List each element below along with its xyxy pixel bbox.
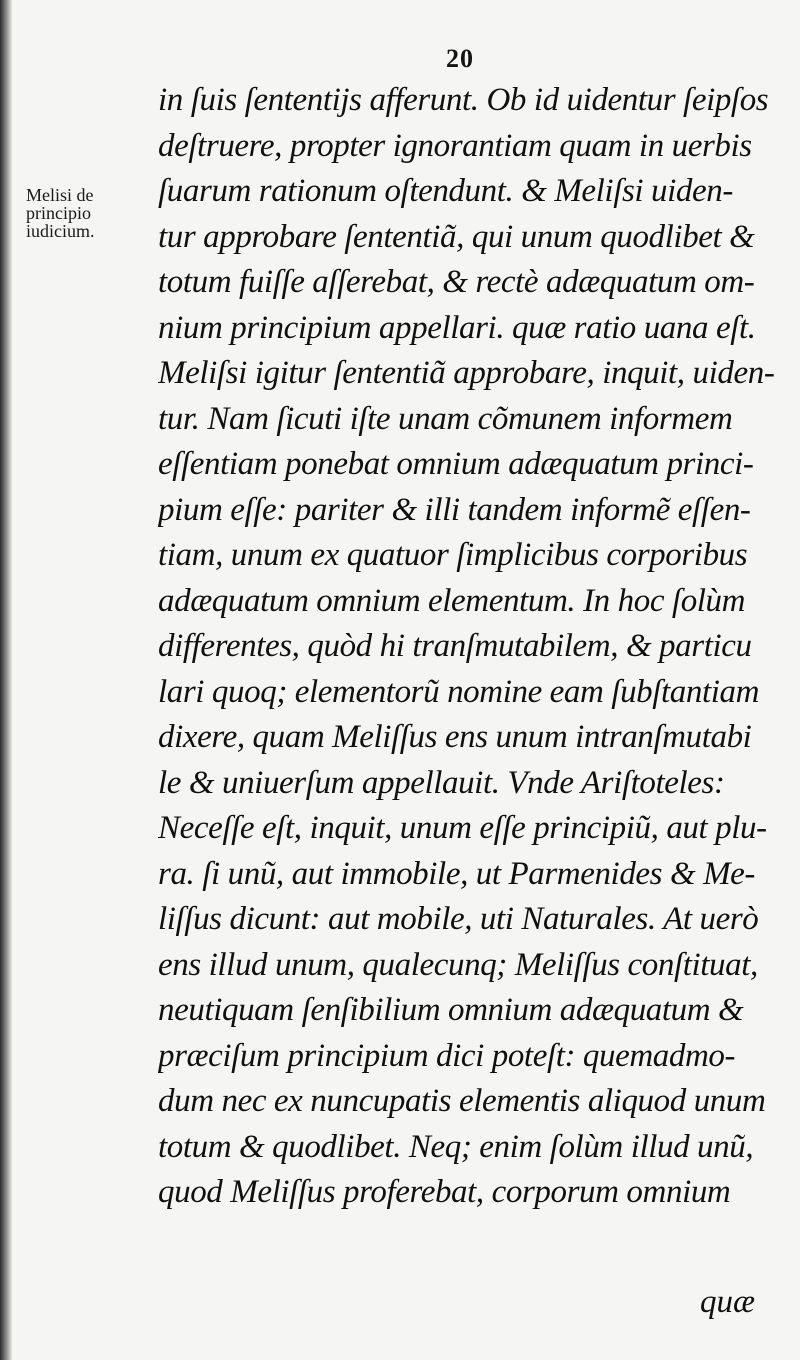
text-line: ra. ſi unũ, aut immobile, ut Parmenides & Me- — [158, 855, 756, 892]
text-line: adæquatum omnium elementum. In hoc ſolùm — [158, 582, 746, 619]
text-line: quod Meliſſus proferebat, corporum omnium — [158, 1174, 731, 1210]
text-line: eſſentiam ponebat omnium adæquatum princi- — [158, 446, 754, 482]
text-line: liſſus dicunt: aut mobile, uti Naturales. At uerò — [158, 901, 759, 937]
body-text — [158, 78, 782, 1216]
text-line: ens illud unum, qualecunq; Meliſſus conſtituat, — [158, 946, 758, 983]
text-line: lari quoq; elementorũ nomine eam ſubſtantiam — [158, 673, 760, 710]
text-line: neutiquam ſenſibilium omnium adæquatum & — [158, 992, 744, 1028]
text-line: differentes, quòd hi tranſmutabilem, & particu — [158, 628, 752, 664]
text-line: totum & quodlibet. Neq; enim ſolùm illud unũ, — [158, 1128, 754, 1165]
text-line: dum nec ex nuncupatis elementis aliquod unum — [158, 1083, 766, 1119]
marginal-note-line: iudicium. — [26, 221, 95, 241]
text-line: tiam, unum ex quatuor ſimplicibus corporibus — [158, 537, 748, 573]
text-line: præciſum principium dici poteſt: quemadmo- — [158, 1037, 736, 1074]
text-line: Neceſſe eſt, inquit, unum eſſe principiũ, aut plu- — [158, 810, 767, 846]
text-line: in ſuis ſententijs afferunt. Ob id uidentur ſeipſos — [158, 82, 769, 118]
text-line: tur. Nam ſicuti iſte unam cõmunem informem — [158, 400, 733, 437]
text-line: tur approbare ſententiã, qui unum quodlibet & — [158, 218, 755, 255]
page-number: 20 — [446, 44, 474, 73]
text-line: pium eſſe: pariter & illi tandem informẽ eſſen- — [158, 491, 751, 528]
page-gutter-shadow — [0, 0, 12, 1360]
catchword: quæ — [700, 1284, 756, 1320]
text-line: dixere, quam Meliſſus ens unum intranſmutabi — [158, 719, 752, 755]
text-line: deſtruere, propter ignorantiam quam in uerbis — [158, 127, 752, 164]
text-line: le & uniuerſum appellauit. Vnde Ariſtoteles: — [158, 764, 725, 801]
text-line: nium principium appellari. quæ ratio uana eſt. — [158, 309, 756, 346]
marginal-note-line: Melisi de — [26, 185, 94, 205]
marginal-note-line: principio — [26, 203, 91, 223]
text-line: ſuarum rationum oſtendunt. & Meliſsi uiden- — [158, 173, 733, 209]
marginal-note — [26, 186, 150, 240]
text-line: totum fuiſſe aſſerebat, & rectè adæquatum om- — [158, 264, 755, 300]
text-line: Meliſsi igitur ſententiã approbare, inquit, uiden- — [158, 355, 775, 391]
